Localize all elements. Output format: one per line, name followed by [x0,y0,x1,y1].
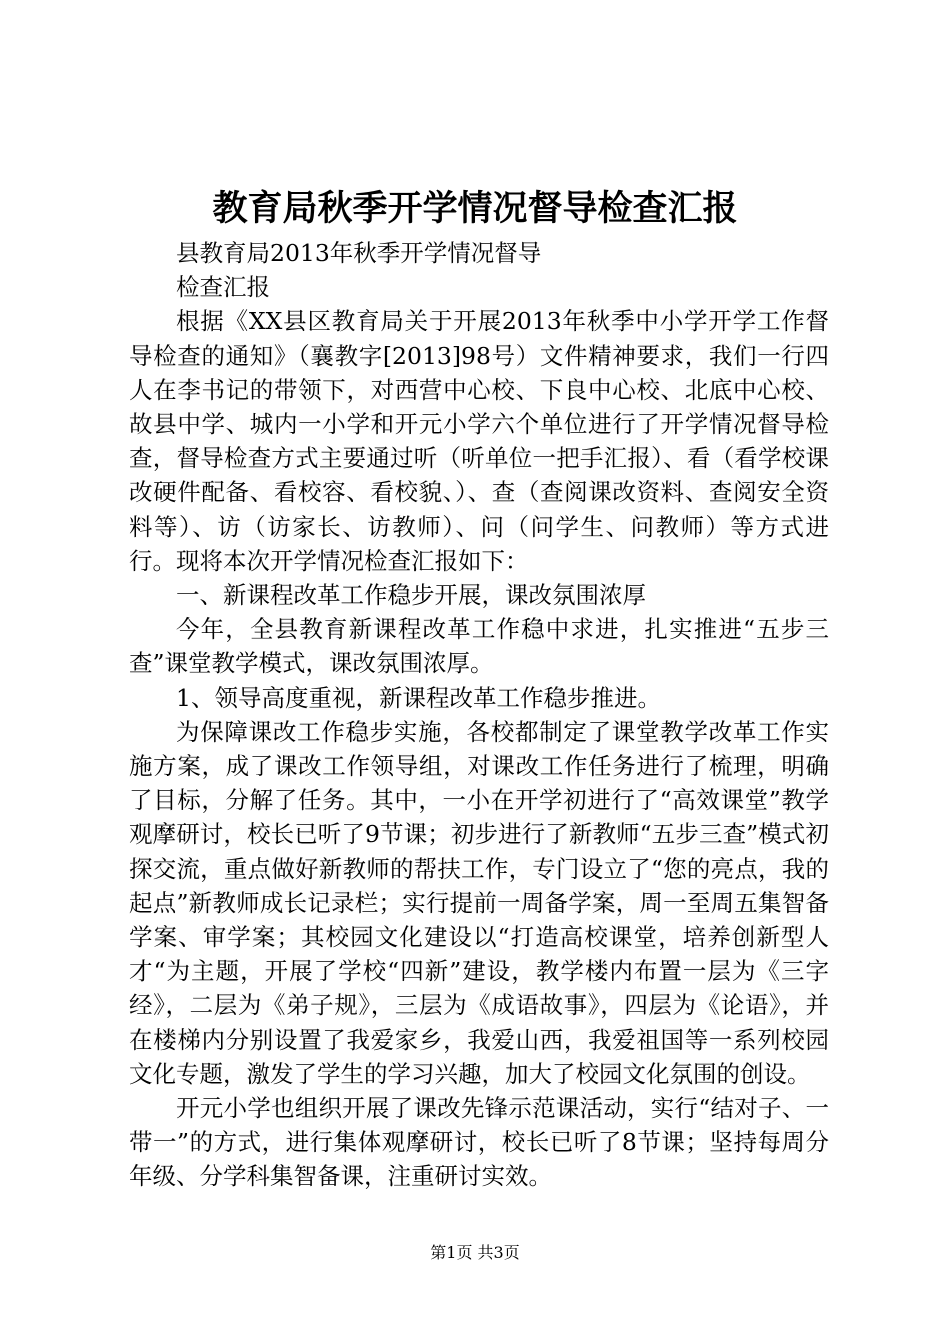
document-title: 教育局秋季开学情况督导检查汇报 [212,188,738,229]
document-body [129,236,829,1194]
paragraph-intro: 根据《XX县区教育局关于开展2013年秋季中小学开学工作督导检查的通知》（襄教字[2013]98号）文件精神要求，我们一行四人在李书记的带领下，对西营中心校、下良中心校、北底中心校、故县中学、城内一小学和开元小学六个单位进行了开学情况督导检查，督导检查方式主要通过听（听单位一把手汇报）、看（看学校课改硬件配备、看校容、看校貌、）、查（查阅课改资料、查阅安全资料等）、访（访家长、访教师）、问（问学生、问教师）等方式进行。现将本次开学情况检查汇报如下： [129,307,829,575]
subtitle-line-2: 检查汇报 [176,273,270,302]
subsection-heading-1: 1、领导高度重视，新课程改革工作稳步推进。 [176,683,661,712]
page-footer: 第1页 共3页 [430,1243,520,1262]
paragraph-detail-1: 为保障课改工作稳步实施，各校都制定了课堂教学改革工作实施方案，成了课改工作领导组，对课改工作任务进行了梳理，明确了目标，分解了任务。其中，一小在开学初进行了“高效课堂”教学观摩研讨，校长已听了9节课；初步进行了新教师“五步三查”模式初探交流，重点做好新教师的帮扶工作，专门设立了“您的亮点，我的起点”新教师成长记录栏；实行提前一周备学案，周一至周五集智备学案、审学案；其校园文化建设以“打造高校课堂，培养创新型人才“为主题，开展了学校“四新”建设，教学楼内布置一层为《三字经》，二层为《弟子规》，三层为《成语故事》，四层为《论语》，并在楼梯内分别设置了我爱家乡，我爱山西，我爱祖国等一系列校园文化专题，激发了学生的学习兴趣，加大了校园文化氛围的创设。 [129,717,829,1088]
subtitle-line-1: 县教育局2013年秋季开学情况督导 [176,239,542,267]
paragraph-summary: 今年，全县教育新课程改革工作稳中求进，扎实推进“五步三查”课堂教学模式，课改氛围浓厚。 [129,615,829,678]
section-heading-1: 一、新课程改革工作稳步开展，课改氛围浓厚 [176,581,646,610]
paragraph-detail-2: 开元小学也组织开展了课改先锋示范课活动，实行“结对子、一带一”的方式，进行集体观摩研讨，校长已听了8节课；坚持每周分年级、分学科集智备课，注重研讨实效。 [129,1094,829,1191]
